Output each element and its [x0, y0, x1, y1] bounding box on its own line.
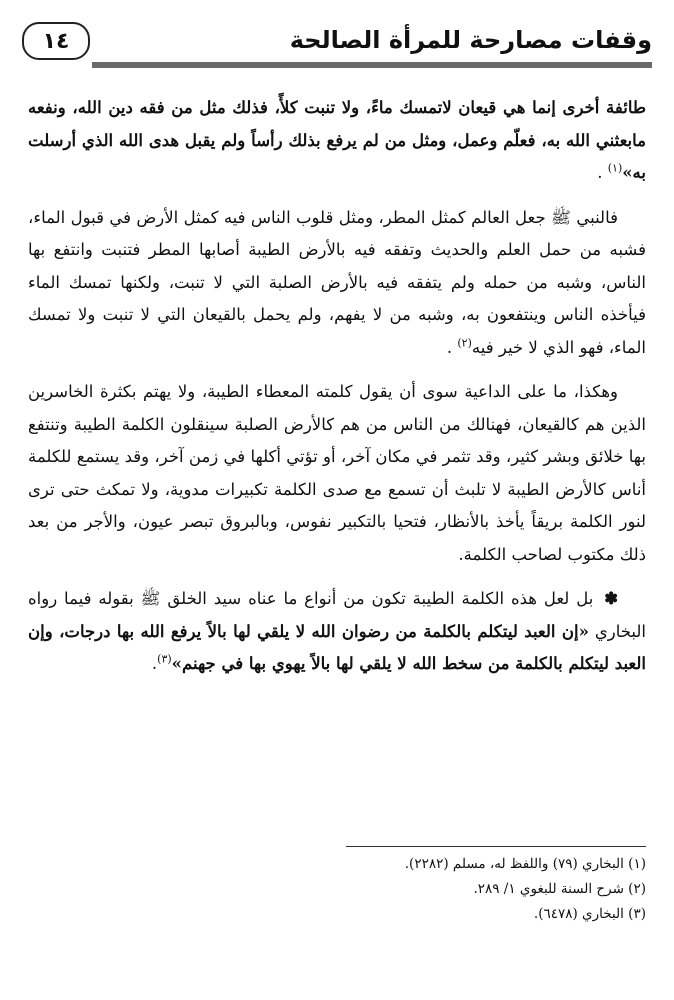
footnote-divider	[346, 846, 646, 847]
paragraph-2: فالنبي ﷺ جعل العالم كمثل المطر، ومثل قلوب الناس فيه كمثل الأرض في قبول الماء، فشبه من حمل العلم والحديث وتفقه فيه بالأرض الطيبة أصابها المطر فتنبت وانتفع بها الناس، وشبه من حمله ولم يتفقه فيه بالأرض الصلبة التي لا تنبت، ولكنها تمسك الماء فيأخذه الناس وينتفعون به، وشبه من لا يفهم، ولم يحمل بالقيعان التي لا تنبت ولا تمسك الماء، فهو الذي لا خير فيه$^{(٢)}$ .	[28, 207, 646, 357]
footnote-1: (١) البخاري (٧٩) واللفظ له، مسلم (٢٢٨٢).	[404, 856, 646, 872]
main-text	[28, 92, 646, 693]
footnote-3: (٣) البخاري (٦٤٧٨).	[533, 906, 646, 922]
paragraph-4-intro: بل لعل هذه الكلمة الطيبة تكون من أنواع ما عناه سيد الخلق ﷺ بقوله فيما رواه البخاري	[28, 589, 646, 641]
footnote-ref-3: (٣)	[157, 652, 172, 666]
hadith-quote: «إن العبد ليتكلم بالكلمة من رضوان الله لا يلقي لها بالاً يرفع الله بها درجات، وإن العبد ليتكلم بالكلمة من سخط الله لا يلقي لها بالاً يهوي بها في جهنم»	[28, 621, 646, 673]
paragraph-4	[28, 583, 646, 681]
paragraph-3-text: وهكذا، ما على الداعية سوى أن يقول كلمته المعطاء الطيبة، ولا يهتم بكثرة الخاسرين الذين هم كالقيعان، فهنالك من الناس من هم كالأرض الصلبة سينقلون الكلمة الطيبة وتنتفع بها خلائق وبشر كثير، وقد تثمر في مكان آخر، أو تؤتي أكلها في زمن آخر، وقد يستمع للكلمة أناس كالأرض الطيبة لا تلبث أن تسمع مع صدى الكلمة تكبيرات مدوية، ولا تمكث حتى ترى لنور الكلمة بريقاً يأخذ بالأنظار، فتحيا بالتكبير نفوس، وبالبروق تبصر عيون، والأجر من بعد ذلك مكتوب لصاحب الكلمة.	[28, 382, 646, 564]
hadith-continuation: طائفة أخرى إنما هي قيعان لاتمسك ماءً، ولا تنبت كلأً، فذلك مثل من فقه دين الله، ونفعه مابعثني الله به، فعلّم وعمل، ومثل من لم يرفع بذلك رأساً ولم يقبل هدى الله الذي أرسلت به»	[28, 98, 646, 182]
page-number: ١٤	[22, 22, 90, 60]
paragraph-3	[28, 376, 646, 571]
paragraph-2-text: فالنبي ﷺ جعل العالم كمثل المطر، ومثل قلوب الناس فيه كمثل الأرض في قبول الماء، فشبه من حمل العلم والحديث وتفقه فيه بالأرض الطيبة أصابها المطر فتنبت وانتفع بها الناس، وشبه من حمله ولم يتفقه فيه بالأرض الصلبة التي لا تنبت، ولكنها تمسك الماء فيأخذه الناس وينتفعون به، وشبه من لا يفهم، ولم يحمل بالقيعان التي لا تنبت ولا تمسك الماء، فهو الذي لا خير فيه	[28, 207, 646, 357]
footnote-ref-2: (٢)	[457, 336, 472, 349]
page-header	[22, 22, 652, 70]
header-rule	[92, 62, 652, 68]
running-title: وقفات مصارحة للمرأة الصالحة	[289, 26, 652, 54]
footnote-ref-1: (١)	[607, 161, 623, 175]
footnote-2: (٢) شرح السنة للبغوي ١/ ٢٨٩.	[473, 881, 646, 897]
footnotes	[28, 852, 646, 927]
star-marker-icon: ✽	[604, 589, 619, 608]
paragraph-1: طائفة أخرى إنما هي قيعان لاتمسك ماءً، ولا تنبت كلأً، فذلك مثل من فقه دين الله، ونفعه مابعثني الله به، فعلّم وعمل، ومثل من لم يرفع بذلك رأساً ولم يقبل هدى الله الذي أرسلت به»$^{(١)}$ .	[28, 98, 646, 182]
paragraph-4-end: .	[151, 654, 158, 673]
